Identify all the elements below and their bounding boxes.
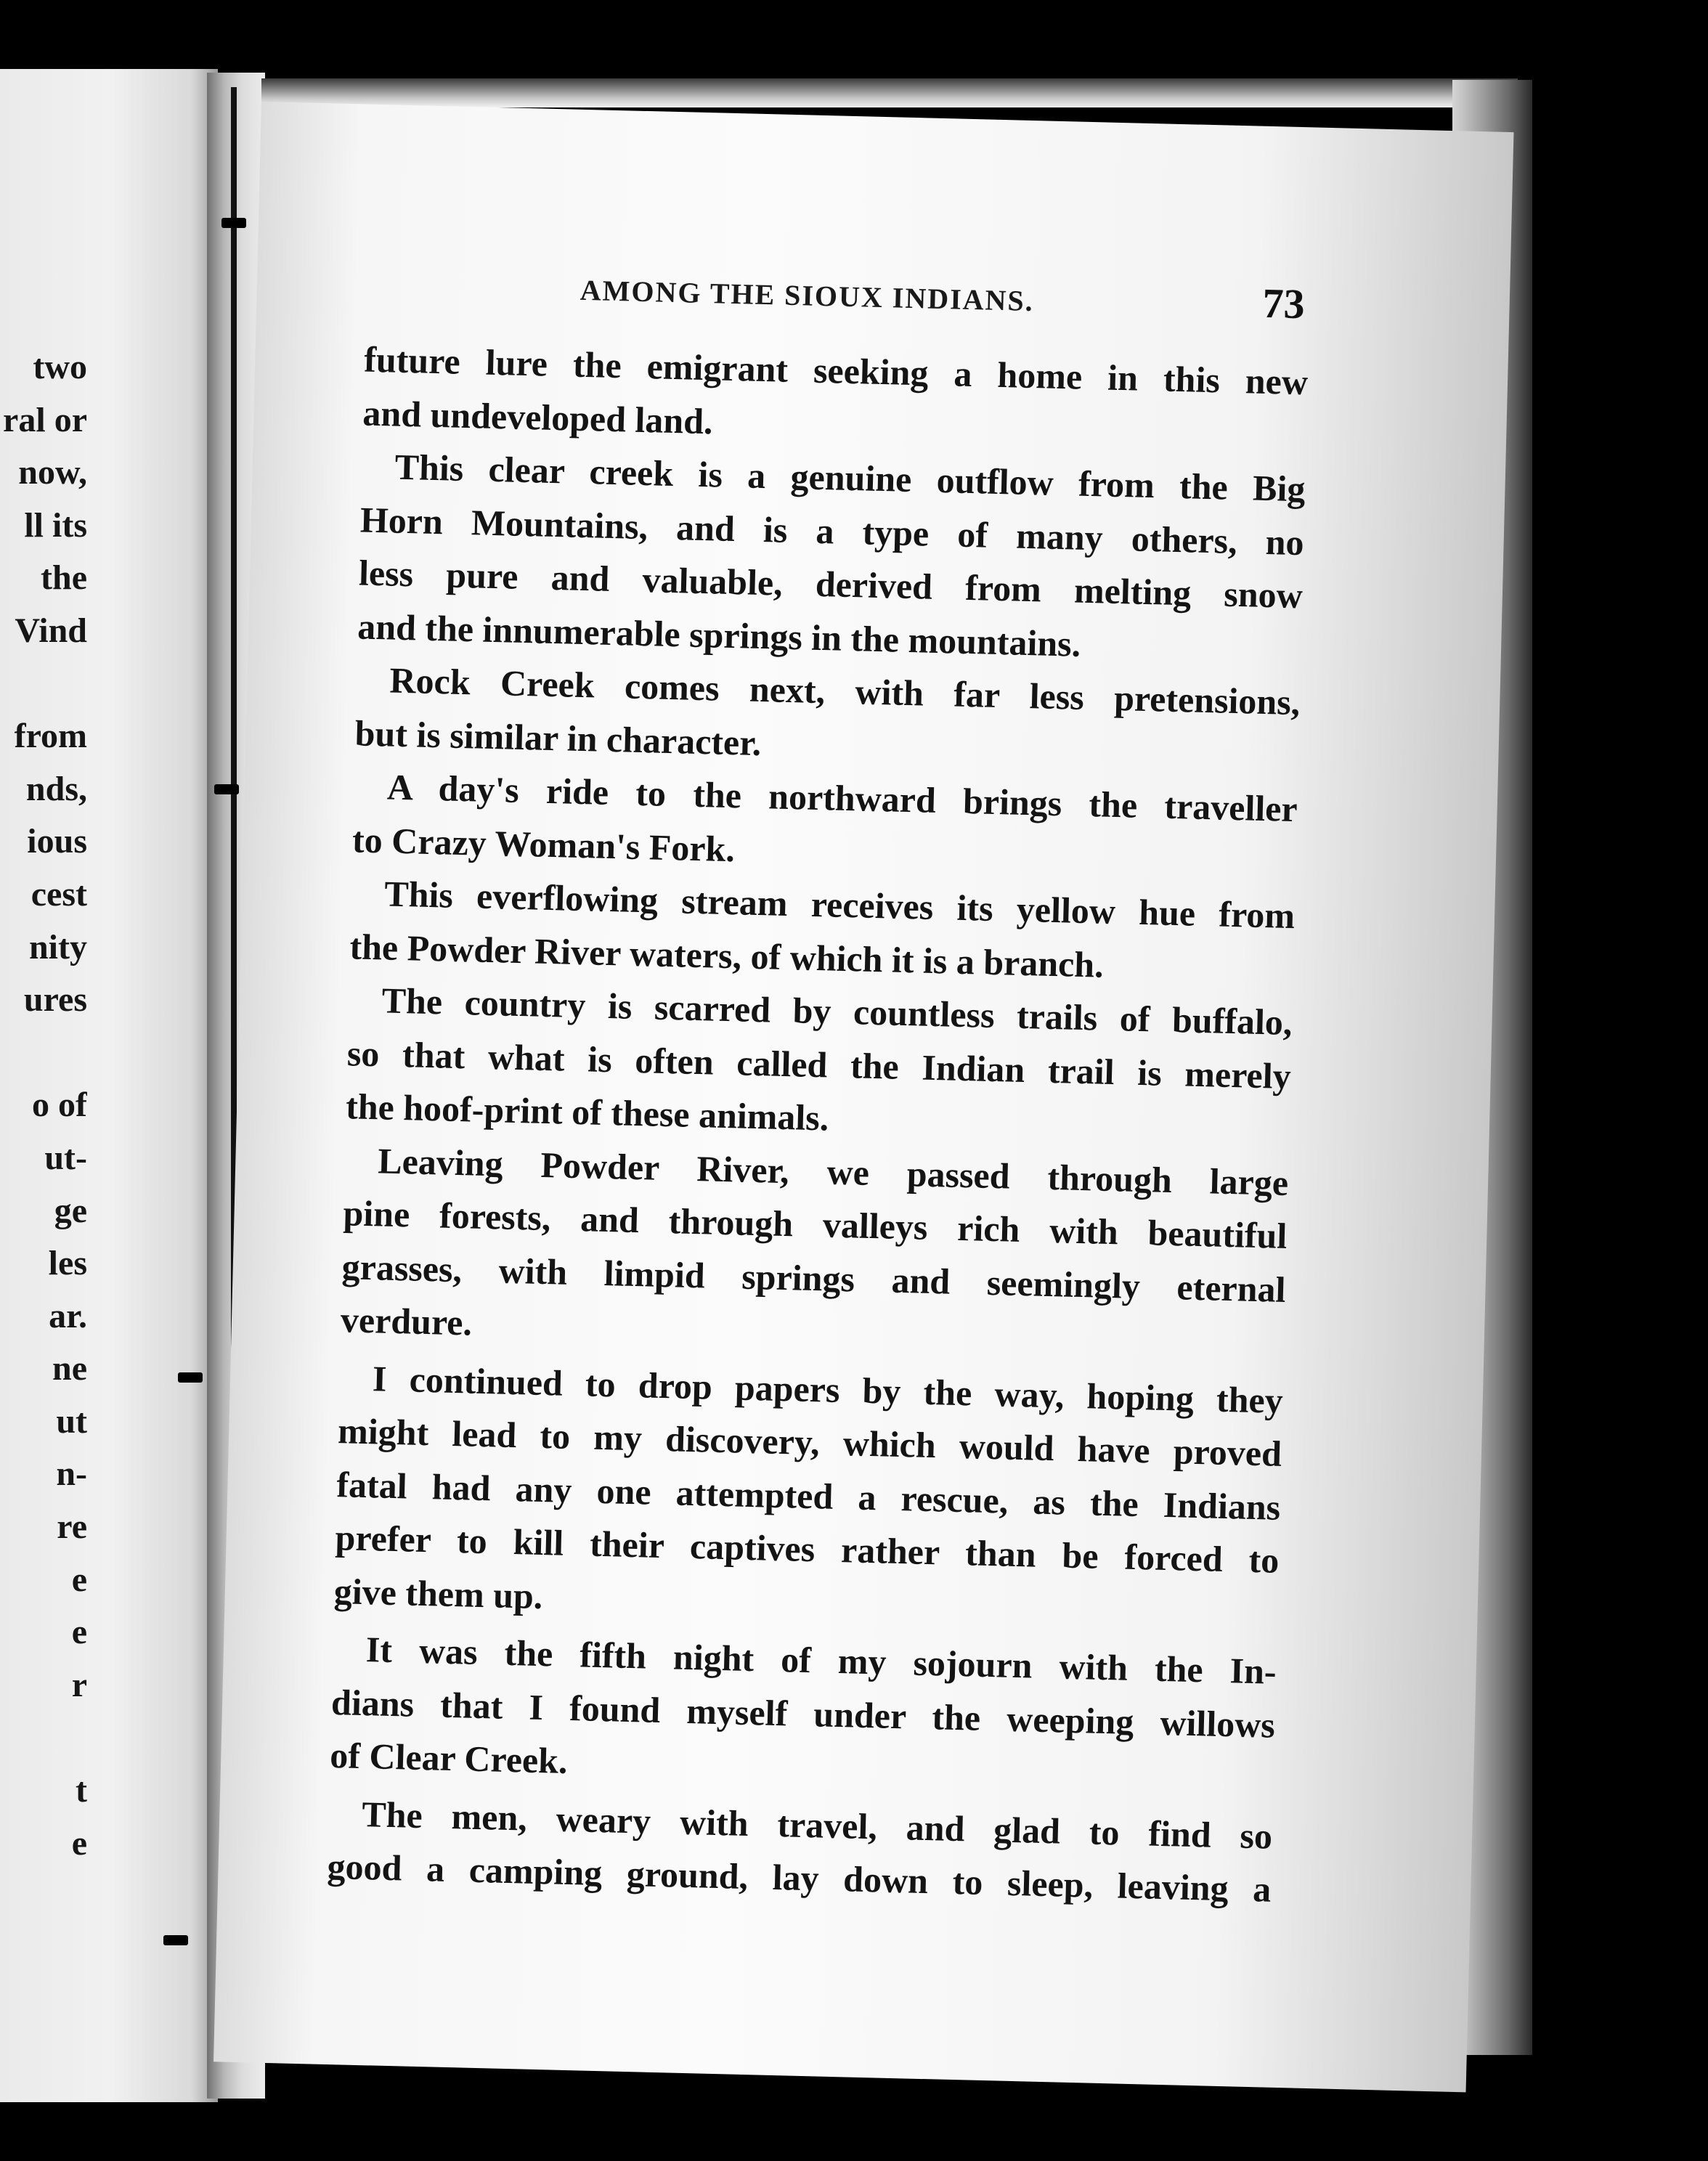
text-fragment: nds, — [25, 769, 87, 808]
text-fragment: ral or — [3, 400, 87, 439]
text-line: verdure. — [340, 1299, 473, 1343]
text-fragment: t — [76, 1771, 87, 1810]
text-line: prefer to kill their captives rather than be forced to — [335, 1517, 1280, 1581]
text-fragment: the — [41, 558, 87, 598]
text-fragment: ne — [52, 1349, 87, 1388]
binding-stitch — [221, 218, 246, 228]
text-line: Rock Creek comes next, with far less pretensions, — [389, 659, 1301, 723]
text-line: This clear creek is a genuine outflow from the Big — [394, 446, 1306, 510]
text-fragment: ures — [23, 980, 87, 1020]
text-fragment — [0, 1712, 87, 1765]
binding-stitch — [178, 1372, 203, 1383]
text-line: This everflowing stream receives its yellow hue from — [383, 873, 1296, 937]
book-page — [214, 102, 1513, 2092]
text-fragment: from — [14, 717, 87, 756]
text-line: A day's ride to the northward brings the traveller — [386, 766, 1298, 830]
text-fragment: ll its — [24, 505, 87, 545]
binding-stitch — [214, 784, 239, 794]
text-line: and the innumerable springs in the mountains. — [357, 605, 1081, 664]
text-line: of Clear Creek. — [329, 1734, 569, 1781]
previous-page — [0, 69, 218, 2102]
text-line: the Powder River waters, of which it is a branch. — [349, 925, 1105, 985]
text-fragment: two — [33, 348, 87, 386]
text-fragment — [0, 658, 87, 711]
text-line: fatal had any one attempted a rescue, as the Indians — [336, 1463, 1281, 1528]
text-fragment: e — [71, 1613, 87, 1652]
text-fragment: o of — [32, 1086, 87, 1125]
text-fragment — [0, 1027, 87, 1080]
text-line: but is similar in character. — [354, 712, 762, 763]
text-line: I continued to drop papers by the way, hoping they — [372, 1357, 1284, 1421]
text-line: so that what is often called the Indian trail is merely — [346, 1032, 1292, 1096]
text-line: grasses, with limpid springs and seemingly eternal — [341, 1245, 1287, 1310]
text-fragment: e — [71, 1560, 87, 1599]
text-fragment: re — [57, 1507, 87, 1547]
page-number: 73 — [1261, 279, 1306, 328]
text-fragment: les — [48, 1244, 87, 1283]
text-line: the hoof-print of these animals. — [345, 1086, 829, 1139]
text-line: Horn Mountains, and is a type of many others, no — [359, 499, 1305, 563]
text-fragment: n- — [56, 1454, 87, 1494]
page-body — [327, 333, 1309, 1917]
running-title: AMONG THE SIOUX INDIANS. — [580, 273, 1035, 318]
text-line: Leaving Powder River, we passed through large — [377, 1139, 1289, 1203]
text-line: The country is scarred by countless trails of buffalo, — [381, 980, 1293, 1043]
text-line: give them up. — [333, 1570, 544, 1616]
text-line: good a camping ground, lay down to sleep, leaving a — [326, 1845, 1272, 1910]
text-fragment: ut — [56, 1401, 87, 1441]
text-fragment: now, — [18, 453, 87, 492]
text-line: and undeveloped land. — [362, 392, 714, 441]
text-line: pine forests, and through valleys rich with beautiful — [342, 1192, 1288, 1256]
text-fragment: e — [71, 1823, 87, 1863]
text-line: dians that I found myself under the weeping willows — [330, 1681, 1276, 1746]
text-fragment: ge — [54, 1191, 87, 1230]
previous-page-text — [0, 341, 87, 1870]
text-line: The men, weary with travel, and glad to find so — [361, 1793, 1273, 1857]
text-line: It was the fifth night of my sojourn with the In- — [365, 1629, 1277, 1692]
binding-stitch — [163, 1935, 188, 1945]
page-stack-top-edge — [261, 78, 1518, 107]
text-fragment: ious — [27, 822, 87, 861]
text-line: to Crazy Woman's Fork. — [351, 818, 736, 869]
text-fragment: r — [71, 1665, 87, 1704]
text-line: future lure the emigrant seeking a home in this new — [363, 338, 1309, 403]
text-fragment: ar. — [49, 1296, 87, 1335]
text-fragment: nity — [28, 927, 87, 966]
text-line: less pure and valuable, derived from melting snow — [358, 552, 1304, 616]
text-fragment: ut- — [44, 1138, 87, 1177]
text-line: might lead to my discovery, which would have proved — [337, 1410, 1282, 1474]
text-fragment: Vind — [15, 611, 87, 650]
text-fragment: cest — [30, 874, 87, 913]
